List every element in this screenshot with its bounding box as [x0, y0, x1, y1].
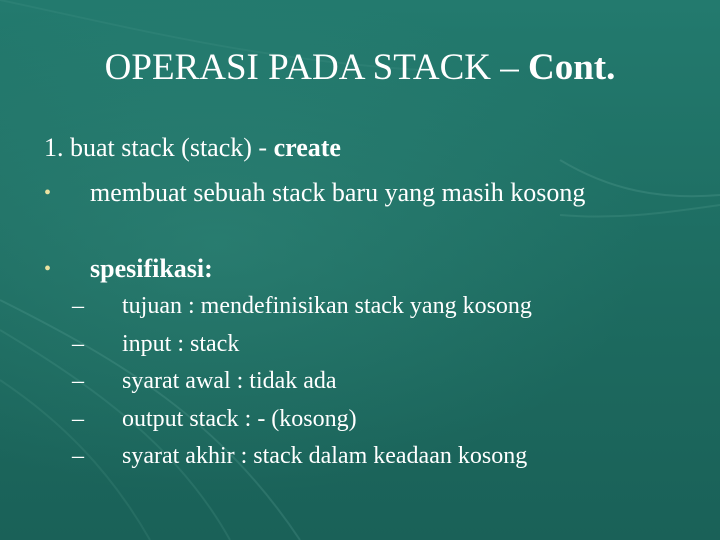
- dash-icon: –: [72, 368, 84, 394]
- dash-icon: –: [72, 293, 84, 319]
- list-item-text: syarat awal : tidak ada: [122, 368, 337, 394]
- section-heading-prefix: 1. buat stack (stack) -: [44, 133, 274, 162]
- list-item: [72, 403, 692, 441]
- section-heading: [44, 132, 341, 164]
- list-item-text: input : stack: [122, 330, 240, 357]
- bullet-icon: •: [44, 182, 52, 204]
- dash-icon: –: [72, 330, 84, 357]
- list-item: [72, 440, 692, 478]
- section-heading-keyword: create: [273, 133, 341, 162]
- list-item-text: tujuan : mendefinisikan stack yang kosong: [122, 293, 532, 319]
- list-item: [72, 290, 692, 328]
- bullet-icon: •: [44, 258, 52, 280]
- slide-title: [0, 44, 720, 92]
- list-item: [72, 365, 692, 403]
- dash-icon: –: [72, 443, 84, 469]
- slide-title-main: OPERASI PADA STACK –: [104, 47, 528, 88]
- list-item-text: syarat akhir : stack dalam keadaan kosong: [122, 443, 528, 469]
- bullet-text: spesifikasi:: [90, 254, 213, 283]
- dash-icon: –: [72, 405, 84, 432]
- list-item: [72, 328, 692, 366]
- specification-list: [72, 290, 692, 478]
- slide-title-accent: Cont.: [527, 47, 616, 88]
- list-item-text: output stack : - (kosong): [122, 405, 357, 432]
- bullet-text: membuat sebuah stack baru yang masih kosong: [90, 178, 586, 207]
